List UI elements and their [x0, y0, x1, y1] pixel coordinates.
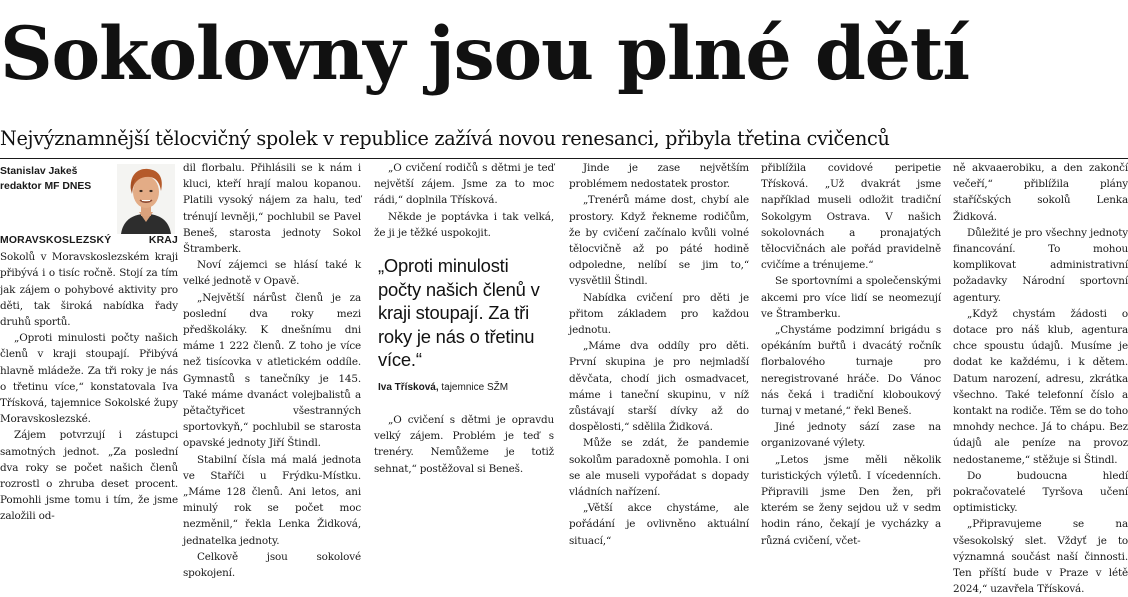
byline [0, 164, 116, 194]
paragraph: přiblížila covidové peripetie Třísková. „Už dvakrát jsme například museli odložit tradiční Sokolgym Ostrava. V našich sokolovnách a pronajatých tělocvičnách ale pořád pravidelně cvičíme a trénujeme.“ [761, 162, 941, 272]
paragraph: „Oproti minulosti počty našich členů v kraji stoupají. Přibývá hlavně mládeže. Za tři roky je nás o třetinu více,“ konstatovala Iva Třísková, tajemnice Sokolské župy Moravskoslezské. [0, 332, 178, 426]
column-4 [569, 160, 749, 547]
pull-quote-attribution [378, 381, 556, 395]
dateline: MORAVSKOSLEZSKÝ KRAJ [0, 235, 178, 246]
paragraph: „Když chystám žádosti o dotace pro náš klub, agentura chce spoustu údajů. Musíme je dodat ke každému, i k dětem. Datum narození, adresu, zkrátka všechno. Také telefonní číslo a kontakt na rodiče. Těm se do toho mnohdy nechce. Já to chápu. Bez údajů ale peníze na provoz nedostaneme,“ stěžuje si Štindl. [953, 307, 1128, 466]
paragraph: Do budoucna hledí pokračovatelé Tyršova učení optimisticky. [953, 469, 1128, 515]
author-name: Stanislav Jakeš [0, 166, 78, 177]
paragraph: dil florbalu. Přihlásili se k nám i kluci, kteří hrají malou kopanou. Platili vysoký nájem za halu, teď trénují levněji,“ pochlubil se Pavel Beneš, starosta jednoty Sokol Štramberk. [183, 162, 361, 256]
subheadline: Nejvýznamnější tělocvičný spolek v republice zažívá novou renesanci, přibyla třetina cvičenců [0, 127, 890, 150]
paragraph: Noví zájemci se hlásí také k velké jednotě v Opavě. [183, 259, 361, 288]
paragraph: Důležité je pro všechny jednoty financování. To mohou komplikovat administrativní požadavky Národní sportovní agentury. [953, 226, 1128, 304]
column-1 [0, 232, 178, 523]
pull-quote-role: tajemnice SŽM [441, 381, 509, 393]
paragraph: ně akvaaerobiku, a den zakončí večeří,“ přiblížila plány staříčských sokolů Lenka Židková. [953, 162, 1128, 223]
paragraph: „Trenérů máme dost, chybí ale prostory. Když řekneme rodičům, že by cvičení začínalo kvůli volné tělocvičně až po páté hodině odpoledne, nelíbí se jim to,“ vysvětlil Štindl. [569, 194, 749, 288]
author-photo-image [117, 164, 175, 234]
column-3-bottom [374, 412, 554, 475]
paragraph: Stabilní čísla má malá jednota ve Staříči u Frýdku-Místku. „Máme 128 členů. Ani letos, ani minulý rok se počet moc nezměnil,“ řekla Lenka Židková, jednatelka jednoty. [183, 453, 361, 547]
column-5 [761, 160, 941, 547]
headline: Sokolovny jsou plné dětí [0, 11, 969, 97]
paragraph: Sokolů v Moravskoslezském kraji přibývá i o tisíc ročně. Stojí za tím jak zájem o pohybové aktivity pro děti, tak široká nabídka řady druhů sportů. [0, 251, 178, 329]
column-2 [183, 160, 361, 580]
paragraph: „O cvičení rodičů s dětmi je teď největší zájem. Jsme za to moc rádi,“ doplnila Třísková. [374, 162, 554, 207]
headline-rule [0, 158, 1128, 159]
paragraph: „O cvičení s dětmi je opravdu velký zájem. Problém je teď s trenéry. Nemůžeme je totiž sehnat,“ postěžoval si Beneš. [374, 414, 554, 475]
pull-quote [378, 254, 556, 395]
paragraph: „Největší nárůst členů je za poslední dva roky mezi předškoláky. K dnešnímu dni máme 1 222 členů. Z toho je více než tisícovka v atletickém oddíle. Gymnastů s tanečníky je 145. Také máme dvanáct volejbalistů a pětačtyřicet všestranných sportovkyň,“ pochlubil se starosta opavské jednoty Jiří Štindl. [183, 291, 361, 450]
author-portrait [117, 164, 175, 234]
paragraph: „Chystáme podzimní brigádu s opékáním buřtů i dvacátý ročník florbalového turnaje pro neregistrované hráče. Do Vánoc nás čeká i tradiční kloboukový turnaj v metané,“ řekl Beneš. [761, 324, 941, 418]
paragraph: Někde je poptávka i tak velká, že ji je těžké uspokojit. [374, 210, 554, 239]
column-6 [953, 160, 1128, 596]
author-role: redaktor MF DNES [0, 181, 92, 192]
paragraph: Zájem potvrzují i zástupci samotných jednot. „Za poslední dva roky se počet našich členů rozrostl o zhruba deset procent. Pomohli jsme tomu i tím, že jsme založili od- [0, 429, 178, 523]
paragraph: „Letos jsme měli několik turistických výletů. I vícedenních. Připravili jsme Den žen, při kterém se ženy sejdou už v sedm hodin ráno, čekají je vycházky a různá cvičení, včet- [761, 453, 941, 547]
paragraph: Nabídka cvičení pro děti je přitom základem pro každou jednotu. [569, 291, 749, 337]
column-1-lead [0, 232, 178, 330]
paragraph: Jinde je zase největším problémem nedostatek prostor. [569, 162, 749, 191]
paragraph: „Větší akce chystáme, ale pořádání je ovlivněno aktuální situací,“ [569, 502, 749, 547]
paragraph: „Máme dva oddíly pro děti. První skupina je pro nejmladší děvčata, chodí jich osmadvacet, máme i taneční skupinu, v níž zůstávají starší dívky až do dospělosti,“ sdělila Židková. [569, 340, 749, 434]
paragraph: Může se zdát, že pandemie sokolům paradoxně pomohla. I oni se ale museli vypořádat s dopady vládních nařízení. [569, 437, 749, 499]
pull-quote-name: Iva Třísková, [378, 381, 439, 393]
paragraph: Se sportovními a společenskými akcemi pro více lidí se neomezují ve Štramberku. [761, 275, 941, 320]
pull-quote-text: „Oproti minulosti počty našich členů v kraji stoupají. Za tři roky je nás o třetinu více.“ [378, 255, 540, 370]
paragraph: Celkově jsou sokolové spokojení. [183, 550, 361, 580]
paragraph: Jiné jednoty sází zase na organizované výlety. [761, 421, 941, 450]
column-3 [374, 160, 554, 238]
paragraph: „Připravujeme se na všesokolský slet. Vždyť je to významná součást naší činnosti. Ten příští bude v Praze v létě 2024,“ uzavřela Třísková. [953, 518, 1128, 596]
